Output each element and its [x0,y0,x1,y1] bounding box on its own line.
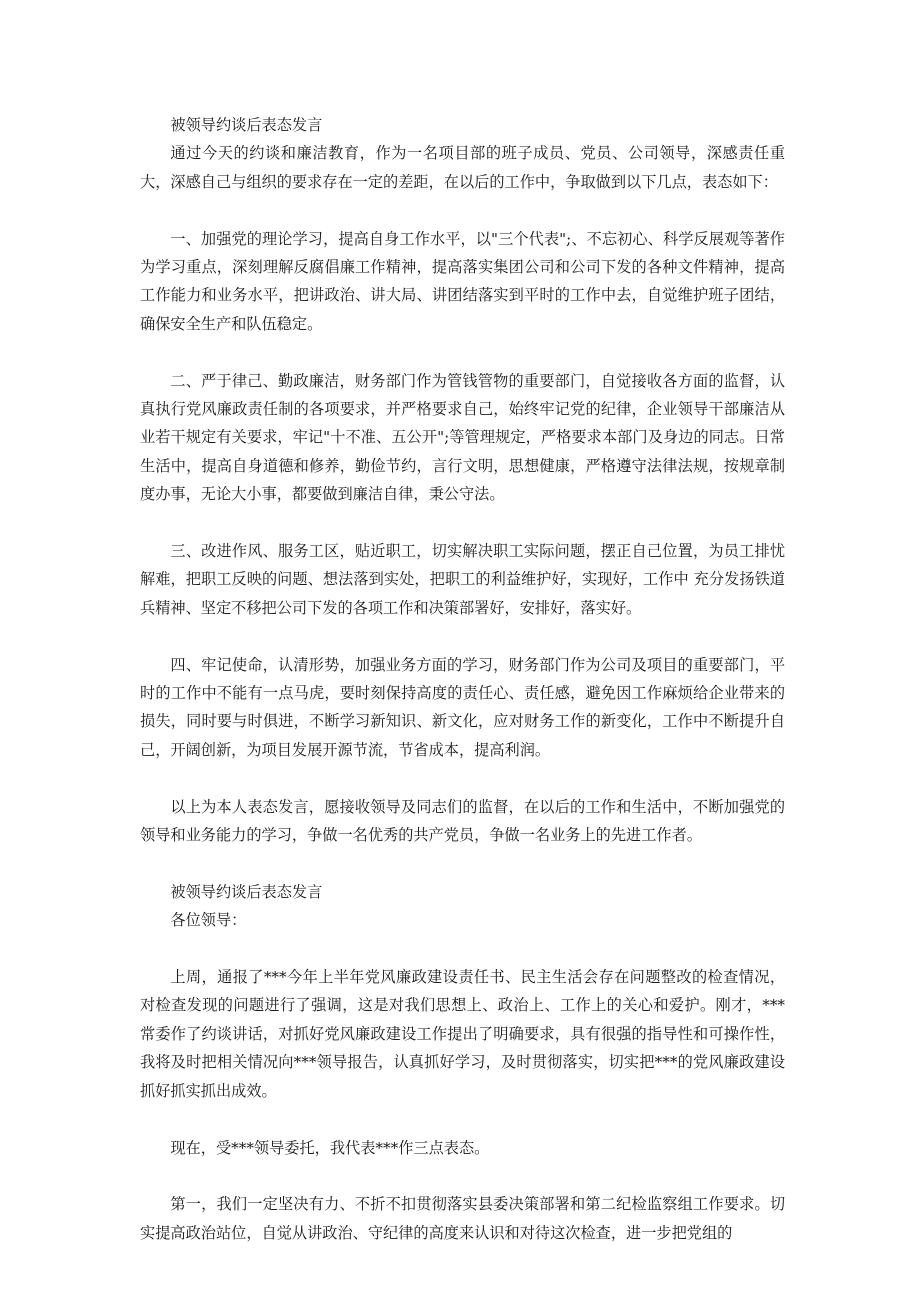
doc2-paragraph-1: 上周，通报了***今年上半年党风廉政建设责任书、民主生活会存在问题整改的检查情况，对检查发现的问题进行了强调，这是对我们思想上、政治上、工作上的关心和爱护。刚才，***常委作了约谈讲话，对抓好党风廉政建设工作提出了明确要求，具有很强的指导性和可操作性，我将及时把相关情况向***领导报告，认真抓好学习，及时贯彻落实，切实把***的党风廉政建设抓好抓实抓出成效。 [140,968,785,1100]
doc2-title: 被领导约谈后表态发言 [170,882,323,901]
document-body [140,111,785,1247]
doc1-closing: 以上为本人表态发言，愿接收领导及同志们的监督，在以后的工作和生活中，不断加强党的领导和业务能力的学习，争做一名优秀的共产党员，争做一名业务上的先进工作者。 [140,797,785,845]
doc2-paragraph-2: 现在，受***领导委托，我代表***作三点表态。 [170,1138,490,1157]
doc1-intro: 通过今天的约谈和廉洁教育，作为一名项目部的班子成员、党员、公司领导，深感责任重大，深感自己与组织的要求存在一定的差距，在以后的工作中，争取做到以下几点，表态如下： [140,144,785,191]
doc1-title: 被领导约谈后表态发言 [170,116,323,134]
doc1-point-3: 三、改进作风、服务工区，贴近职工，切实解决职工实际问题，摆正自己位置，为员工排忧解难，把职工反映的问题、想法落到实处，把职工的利益维护好，实现好，工作中 充分发扬铁道兵精神、坚定不移把公司下发的各项工作和决策部署好，安排好，落实好。 [140,542,785,617]
doc2-paragraph-3: 第一，我们一定坚决有力、不折不扣贯彻落实县委决策部署和第二纪检监察组工作要求。切实提高政治站位，自觉从讲政治、守纪律的高度来认识和对待这次检查，进一步把党组的 [140,1195,785,1242]
doc1-point-4: 四、牢记使命，认清形势，加强业务方面的学习，财务部门作为公司及项目的重要部门，平时的工作中不能有一点马虎，要时刻保持高度的责任心、责任感，避免因工作麻烦给企业带来的损失，同时要与时俱进，不断学习新知识、新文化，应对财务工作的新变化，工作中不断提升自己，开阔创新，为项目发展开源节流，节省成本，提高利润。 [140,655,785,759]
doc1-point-2: 二、严于律己、勤政廉洁，财务部门作为管钱管物的重要部门，自觉接收各方面的监督，认真执行党风廉政责任制的各项要求，并严格要求自己，始终牢记党的纪律，企业领导干部廉洁从业若干规定有关要求，牢记"十不准、五公开";等管理规定，严格要求本部门及身边的同志。日常生活中，提高自身道德和修养，勤俭节约，言行文明，思想健康，严格遵守法律法规，按规章制度办事，无论大小事，都要做到廉洁自律，秉公守法。 [140,371,785,504]
doc1-point-1: 一、加强党的理论学习，提高自身工作水平，以"三个代表";、不忘初心、科学反展观等著作为学习重点，深刻理解反腐倡廉工作精神，提高落实集团公司和公司下发的各种文件精神，提高工作能力和业务水平，把讲政治、讲大局、讲团结落实到平时的工作中去，自觉维护班子团结，确保安全生产和队伍稳定。 [140,229,785,333]
doc2-salutation: 各位领导： [170,911,247,930]
